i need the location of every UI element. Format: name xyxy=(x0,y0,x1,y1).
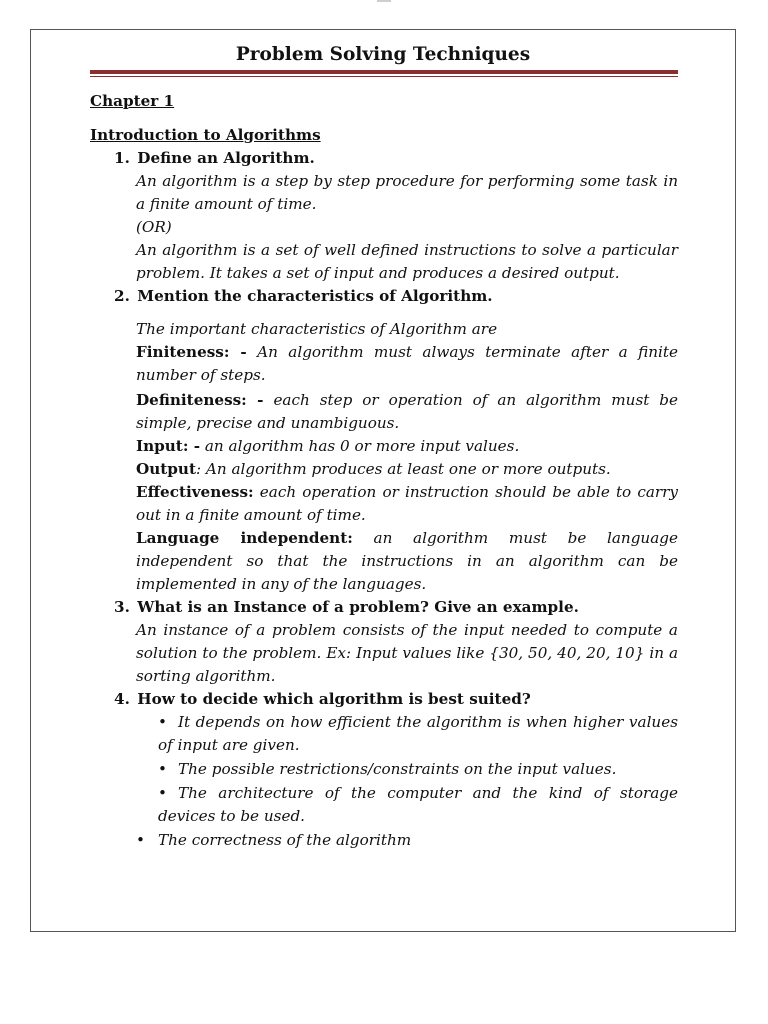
characteristic-text: each operation or instruction should be able to carry out in a finite amount of time. xyxy=(136,483,678,524)
list-item xyxy=(158,711,678,757)
characteristic-text: An algorithm must always terminate after a finite number of steps. xyxy=(136,343,678,384)
chapter-heading: Chapter 1 xyxy=(90,92,175,110)
question-1 xyxy=(90,147,678,170)
list-item-text: The architecture of the computer and the kind of storage devices to be used. xyxy=(158,784,678,825)
list-item xyxy=(158,758,678,781)
characteristic-input xyxy=(90,435,678,458)
question-text: Define an Algorithm. xyxy=(137,149,315,167)
characteristic-text: each step or operation of an algorithm must be simple, precise and unambiguous. xyxy=(136,391,678,432)
characteristic-text: : An algorithm produces at least one or more outputs. xyxy=(195,460,611,478)
answer-1a: An algorithm is a step by step procedure for performing some task in a finite amount of time. xyxy=(136,172,678,213)
characteristic-term: Output xyxy=(136,460,196,478)
question-number: 2. xyxy=(114,287,130,305)
bullet-icon: • xyxy=(158,784,167,802)
characteristic-term: Effectiveness: xyxy=(136,483,254,501)
question-number: 4. xyxy=(114,690,130,708)
list-item-last xyxy=(90,829,678,852)
characteristic-text: an algorithm has 0 or more input values. xyxy=(200,437,520,455)
list-item xyxy=(158,782,678,828)
list-item-text: The correctness of the algorithm xyxy=(158,831,412,849)
question-3 xyxy=(90,596,678,619)
characteristic-text: an algorithm must be language independent so that the instructions in an algorithm can be implemented in any of the languages. xyxy=(136,529,678,593)
characteristic-term: Definiteness: - xyxy=(136,391,264,409)
answer-1b: An algorithm is a set of well defined instructions to solve a particular problem. It takes a set of input and produces a desired output. xyxy=(136,241,678,282)
characteristic-term: Language independent: xyxy=(136,529,353,547)
characteristic-language-independent xyxy=(90,527,678,596)
characteristic-definiteness xyxy=(90,389,678,435)
characteristic-output xyxy=(90,458,678,481)
question-number: 3. xyxy=(114,598,130,616)
question-4 xyxy=(90,688,678,711)
document-content xyxy=(90,90,678,852)
top-mark xyxy=(377,0,391,2)
title-rule-thick xyxy=(90,70,678,74)
document-page xyxy=(30,29,736,932)
bullet-icon: • xyxy=(136,831,145,849)
characteristics-intro: The important characteristics of Algorithm are xyxy=(136,320,498,338)
bullet-list xyxy=(90,711,678,828)
question-number: 1. xyxy=(114,149,130,167)
list-item-text: It depends on how efficient the algorithm is when higher values of input are given. xyxy=(158,713,678,754)
question-text: How to decide which algorithm is best suited? xyxy=(137,690,531,708)
characteristic-effectiveness xyxy=(90,481,678,527)
question-text: Mention the characteristics of Algorithm. xyxy=(137,287,493,305)
question-text: What is an Instance of a problem? Give an example. xyxy=(137,598,579,616)
title-rule-thin xyxy=(90,76,678,77)
bullet-icon: • xyxy=(158,713,167,731)
section-heading: Introduction to Algorithms xyxy=(90,126,321,144)
characteristic-term: Input: - xyxy=(136,437,201,455)
answer-or: (OR) xyxy=(136,218,172,236)
bullet-icon: • xyxy=(158,760,167,778)
list-item-text: The possible restrictions/constraints on the input values. xyxy=(178,760,617,778)
answer-3: An instance of a problem consists of the input needed to compute a solution to the problem. Ex: Input values like {30, 50, 40, 20, 10} in a sorting algorithm. xyxy=(136,621,678,685)
characteristic-term: Finiteness: - xyxy=(136,343,247,361)
characteristic-finiteness xyxy=(90,341,678,387)
question-2 xyxy=(90,285,678,308)
page-title: Problem Solving Techniques xyxy=(235,44,531,65)
